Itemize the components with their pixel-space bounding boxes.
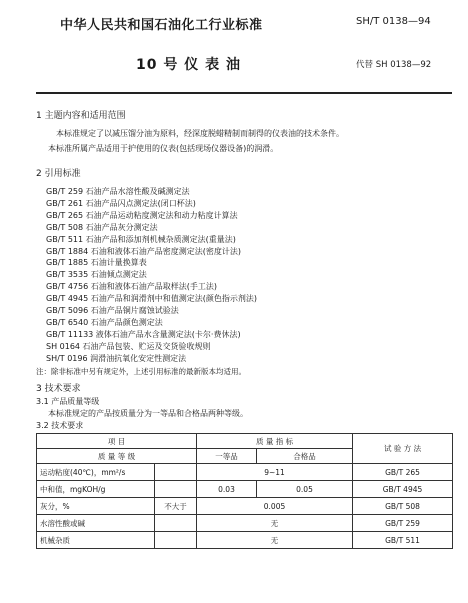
spec-method: GB/T 4945 [353, 481, 453, 498]
table-row [37, 532, 453, 549]
spec-item: 中和值，mgKOH/g [37, 481, 155, 498]
section-2-heading: 2 引用标准 [36, 169, 81, 179]
reference-item: GB/T 1884 石油和液体石油产品密度测定法(密度计法) [46, 246, 241, 256]
table-header-quality-level: 质 量 等 级 [37, 449, 197, 464]
reference-item: GB/T 1885 石油计量换算表 [46, 258, 147, 268]
reference-item: GB/T 4945 石油产品和润滑剂中和值测定法(颜色指示剂法) [46, 294, 257, 304]
reference-item: SH/T 0196 润滑油抗氧化安定性测定法 [46, 353, 187, 363]
spec-item: 灰分，% [37, 498, 155, 515]
reference-item: GB/T 5096 石油产品铜片腐蚀试验法 [46, 306, 179, 315]
spec-method: GB/T 508 [353, 498, 453, 515]
reference-note: 注：除非标准中另有规定外，上述引用标准的最新版本均适用。 [36, 367, 246, 376]
table-header-item: 项 目 [37, 434, 197, 449]
spec-first-grade: 无 [197, 515, 353, 532]
spec-item: 机械杂质 [37, 532, 155, 549]
table-header-quality: 质 量 指 标 [197, 434, 353, 449]
table-header-method: 试 验 方 法 [353, 434, 453, 464]
document-title: 10 号 仪 表 油 [136, 57, 241, 73]
reference-item: GB/T 4756 石油和液体石油产品取样法(手工法) [46, 282, 217, 292]
reference-item: GB/T 259 石油产品水溶性酸及碱测定法 [46, 187, 190, 196]
section-3-2-heading: 3.2 技术要求 [36, 421, 84, 430]
spec-condition [155, 464, 197, 481]
reference-item: GB/T 265 石油产品运动粘度测定法和动力粘度计算法 [46, 210, 238, 220]
reference-item: GB/T 508 石油产品灰分测定法 [46, 222, 158, 232]
reference-item: SH 0164 石油产品包装、贮运及交货验收规则 [46, 341, 211, 351]
spec-method: GB/T 265 [353, 464, 453, 481]
section-3-1-text: 本标准规定的产品按质量分为一等品和合格品两种等级。 [48, 409, 248, 418]
reference-item: GB/T 511 石油产品和添加剂机械杂质测定法(重量法) [46, 234, 236, 244]
table-row [37, 515, 453, 532]
section-1-line: 本标准所属产品适用于护使用的仪表(包括现场仪器设备)的润滑。 [48, 144, 279, 153]
spec-method: GB/T 511 [353, 532, 453, 549]
spec-first-grade: 0.005 [197, 498, 353, 515]
table-header-pass-grade: 合格品 [257, 449, 353, 464]
replaces-standard: 代替 SH 0138—92 [356, 60, 432, 70]
spec-first-grade: 9~11 [197, 464, 353, 481]
spec-first-grade: 无 [197, 532, 353, 549]
spec-condition: 不大于 [155, 498, 197, 515]
section-1-heading: 1 主题内容和适用范围 [36, 111, 126, 121]
spec-method: GB/T 259 [353, 515, 453, 532]
spec-pass-grade: 0.05 [257, 481, 353, 498]
standard-number: SH/T 0138—94 [356, 16, 431, 27]
table-row [37, 481, 453, 498]
spec-condition [155, 532, 197, 549]
table-header-first-grade: 一等品 [197, 449, 257, 464]
section-1-line: 本标准规定了以减压馏分油为原料，经深度脱蜡精制而制得的仪表油的技术条件。 [56, 129, 344, 138]
table-row [37, 464, 453, 481]
spec-item: 运动粘度(40℃)，mm²/s [37, 464, 155, 481]
reference-item: GB/T 3535 石油倾点测定法 [46, 270, 147, 280]
standard-category-title: 中华人民共和国石油化工行业标准 [60, 18, 263, 33]
table-row [37, 498, 453, 515]
spec-condition [155, 481, 197, 498]
reference-item: GB/T 6540 石油产品颜色测定法 [46, 317, 163, 327]
section-3-heading: 3 技术要求 [36, 384, 81, 394]
spec-first-grade: 0.03 [197, 481, 257, 498]
spec-item: 水溶性酸或碱 [37, 515, 155, 532]
section-3-1-heading: 3.1 产品质量等级 [36, 397, 100, 406]
reference-item: GB/T 11133 液体石油产品水含量测定法(卡尔·费休法) [46, 329, 241, 339]
reference-item: GB/T 261 石油产品闪点测定法(闭口杯法) [46, 198, 196, 208]
header-divider [36, 92, 452, 94]
spec-condition [155, 515, 197, 532]
technical-requirements-table [36, 433, 453, 549]
